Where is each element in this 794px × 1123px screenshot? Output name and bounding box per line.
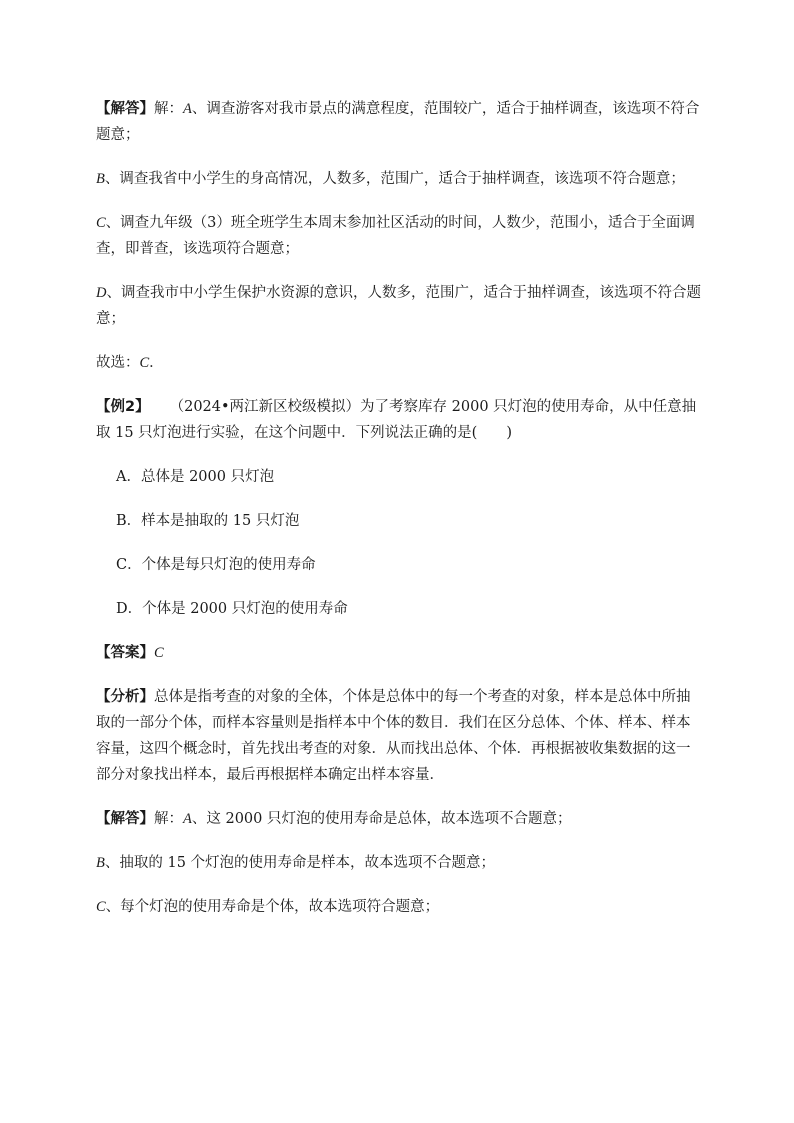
option-letter: B — [96, 171, 105, 187]
solution-text: 、调查我市中小学生保护水资源的意识，人数多，范围广，适合于抽样调查，该选项不符合题意； — [96, 285, 701, 327]
solution-text: 、每个灯泡的使用寿命是个体，故本选项符合题意； — [105, 899, 440, 915]
solution-paragraph-b — [96, 166, 702, 192]
solution-paragraph-c — [96, 210, 702, 262]
option-b: B．样本是抽取的 15 只灯泡 — [116, 513, 300, 529]
answer-tag: 【答案】 — [96, 645, 154, 661]
solution2-paragraph-a — [96, 806, 702, 832]
question-text: （2024•两江新区校级模拟）为了考察库存 2000 只灯泡的使用寿命，从中任意抽取 15 只灯泡进行实验，在这个问题中．下列说法正确的是( ) — [96, 399, 697, 441]
analysis-text: 总体是指考查的对象的全体，个体是总体中的每一个考查的对象，样本是总体中所抽取的一部分个体，而样本容量则是指样本中个体的数目．我们在区分总体、个体、样本、样本容量，这四个概念时，首先找出考查的对象．从而找出总体、个体．再根据被收集数据的这一部分对象找出样本，最后再根据样本确定出样本容量． — [96, 689, 691, 783]
option-letter: D — [96, 285, 107, 301]
solution-tag: 【解答】 — [96, 811, 154, 827]
option-letter: A — [183, 101, 192, 117]
solution-intro: 解： — [154, 101, 183, 117]
option-letter: C — [96, 899, 106, 915]
answer-letter: C — [154, 645, 164, 661]
option-c: C．个体是每只灯泡的使用寿命 — [116, 557, 316, 573]
option-letter: A — [183, 811, 192, 827]
option-letter: C — [96, 215, 106, 231]
solution-tag: 【解答】 — [96, 101, 154, 117]
conclusion-paragraph — [96, 350, 702, 376]
conclusion-suffix: ． — [149, 355, 164, 371]
solution-text: 、调查我省中小学生的身高情况，人数多，范围广，适合于抽样调查，该选项不符合题意； — [104, 171, 685, 187]
example-question — [96, 394, 702, 446]
example-tag: 【例2】 — [96, 399, 150, 415]
solution-text: 、抽取的 15 个灯泡的使用寿命是样本，故本选项不合题意； — [104, 855, 496, 871]
conclusion-letter: C — [139, 355, 150, 371]
solution2-paragraph-b — [96, 850, 702, 876]
option-a: A．总体是 2000 只灯泡 — [116, 469, 275, 485]
solution-paragraph-d — [96, 280, 702, 332]
solution-text: 、调查游客对我市景点的满意程度，范围较广，适合于抽样调查，该选项不符合题意； — [96, 101, 700, 143]
conclusion-prefix: 故选： — [96, 355, 140, 371]
solution2-paragraph-c — [96, 894, 702, 920]
solution-intro: 解： — [154, 811, 183, 827]
solution-text: 、这 2000 只灯泡的使用寿命是总体，故本选项不合题意； — [191, 811, 572, 827]
solution-text: 、调查九年级（3）班全班学生本周末参加社区活动的时间，人数少，范围小，适合于全面调查，即普查，该选项符合题意； — [96, 215, 695, 257]
option-letter: B — [96, 855, 105, 871]
option-d: D．个体是 2000 只灯泡的使用寿命 — [116, 601, 348, 617]
analysis-paragraph — [96, 684, 702, 788]
analysis-tag: 【分析】 — [96, 689, 154, 705]
answer-paragraph — [96, 640, 702, 666]
document-content — [96, 96, 702, 938]
solution-paragraph-a — [96, 96, 702, 148]
